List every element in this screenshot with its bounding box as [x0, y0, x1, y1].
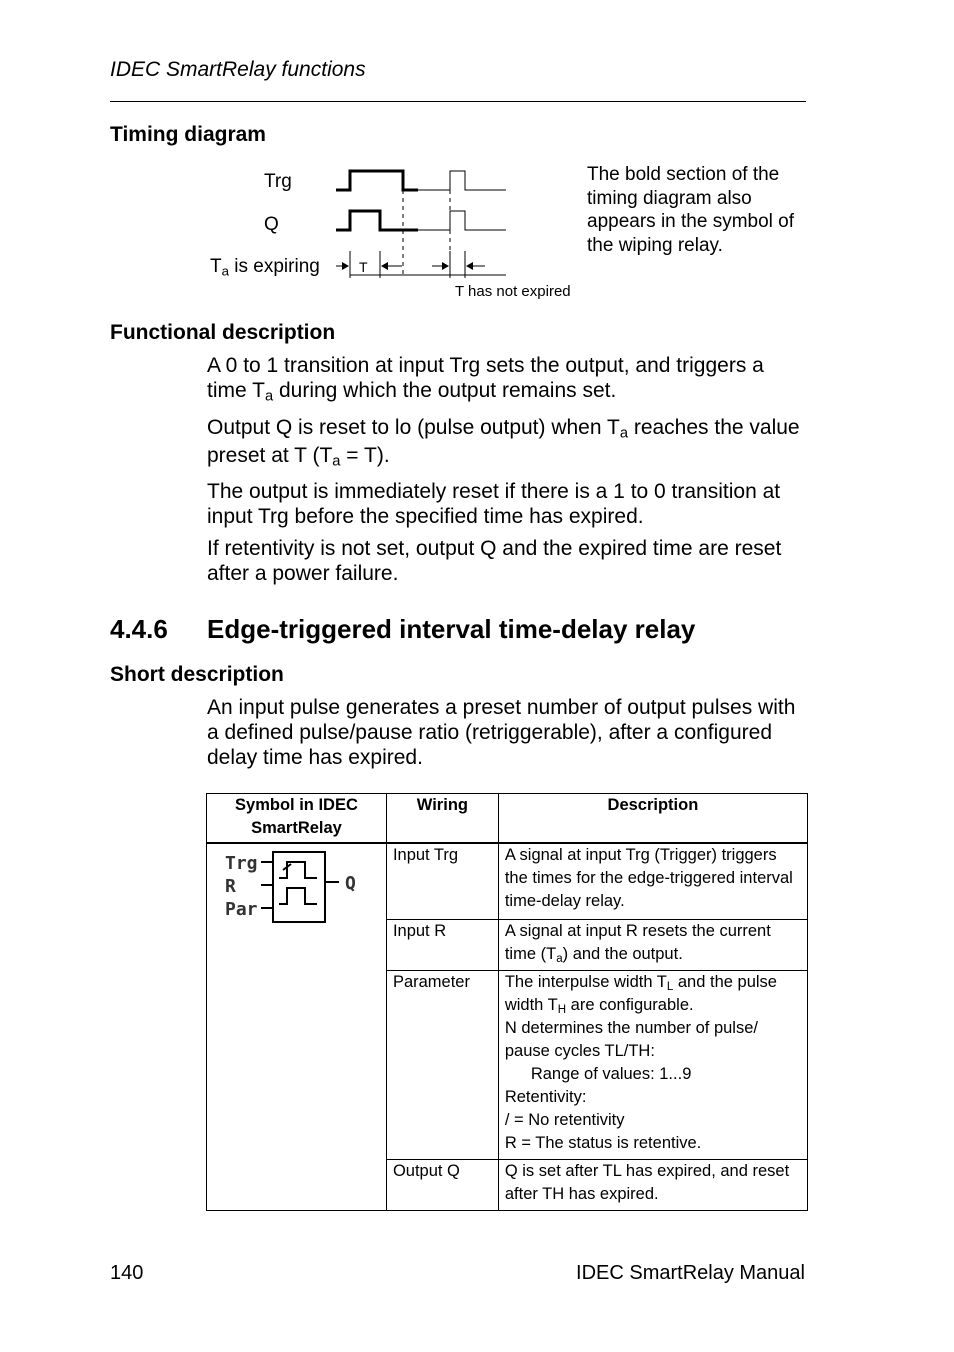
symbol-input-r: R	[225, 876, 236, 897]
header-symbol: Symbol in IDEC SmartRelay	[207, 794, 387, 844]
timing-label-ta-expiring: $T_a$ is expiring	[210, 256, 320, 279]
timing-diagram-heading: Timing diagram	[110, 123, 266, 146]
section-title: Edge-triggered interval time-delay relay	[207, 614, 696, 644]
wiring-parameter: Parameter	[386, 971, 498, 1160]
wiring-input-trg: Input Trg	[386, 843, 498, 920]
wiring-output-q: Output Q	[386, 1160, 498, 1211]
trg-waveform	[418, 171, 506, 190]
functional-paragraph-2: Output Q is reset to lo (pulse output) when $T_a$ reaches the value preset at T $(T_a = T)$.	[207, 416, 800, 470]
running-header: IDEC SmartRelay functions	[110, 58, 366, 81]
wiring-input-r: Input R	[386, 920, 498, 971]
functional-paragraph-1: A 0 to 1 transition at input Trg sets the output, and triggers a time $T_a$ during which the output remains set.	[207, 354, 764, 405]
function-table	[206, 793, 808, 1211]
manual-title: IDEC SmartRelay Manual	[576, 1262, 805, 1284]
desc-input-r: A signal at input R resets the current time $(T_a)$ and the output.	[498, 920, 807, 971]
page-number: 140	[110, 1262, 144, 1284]
timing-label-not-expired: T has not expired	[455, 283, 571, 300]
short-description-text: An input pulse generates a preset number of output pulses with a defined pulse/pause ratio (retriggerable), after a configured delay time has expired.	[207, 696, 796, 769]
q-waveform	[418, 211, 506, 230]
trg-waveform-bold	[336, 171, 418, 190]
header-description: Description	[498, 794, 807, 844]
timing-label-q: Q	[264, 214, 279, 235]
symbol-input-par: Par	[225, 899, 258, 920]
desc-parameter: The interpulse width $T_L$ and the pulse width $T_H$ are configurable. N determines the number of pulse/ pause cycles TL/TH: Range of values: 1...9 Retentivity: / = No retentivity R = The status is retentive.	[498, 971, 807, 1160]
timing-label-trg: Trg	[264, 171, 292, 192]
symbol-cell	[207, 843, 387, 1211]
timing-label-t: T	[359, 259, 368, 275]
symbol-input-trg: Trg	[225, 853, 258, 874]
timing-note: The bold section of the timing diagram also appears in the symbol of the wiping relay.	[587, 164, 795, 256]
functional-paragraph-4: If retentivity is not set, output Q and the expired time are reset after a power failure.	[207, 537, 782, 585]
q-waveform-bold	[336, 211, 418, 230]
functional-heading: Functional description	[110, 321, 336, 344]
desc-output-q: Q is set after TL has expired, and reset after TH has expired.	[498, 1160, 807, 1211]
short-description-heading: Short description	[110, 663, 284, 686]
desc-input-trg: A signal at input Trg (Trigger) triggers the times for the edge-triggered interval time-delay relay.	[498, 843, 807, 920]
header-wiring: Wiring	[386, 794, 498, 844]
header-divider	[110, 101, 806, 102]
functional-paragraph-3: The output is immediately reset if there is a 1 to 0 transition at input Trg before the specified time has expired.	[207, 480, 781, 528]
relay-block-icon	[261, 850, 341, 930]
section-number: 4.4.6	[110, 614, 168, 644]
symbol-output-q: Q	[345, 873, 356, 894]
function-block-symbol	[223, 850, 373, 930]
